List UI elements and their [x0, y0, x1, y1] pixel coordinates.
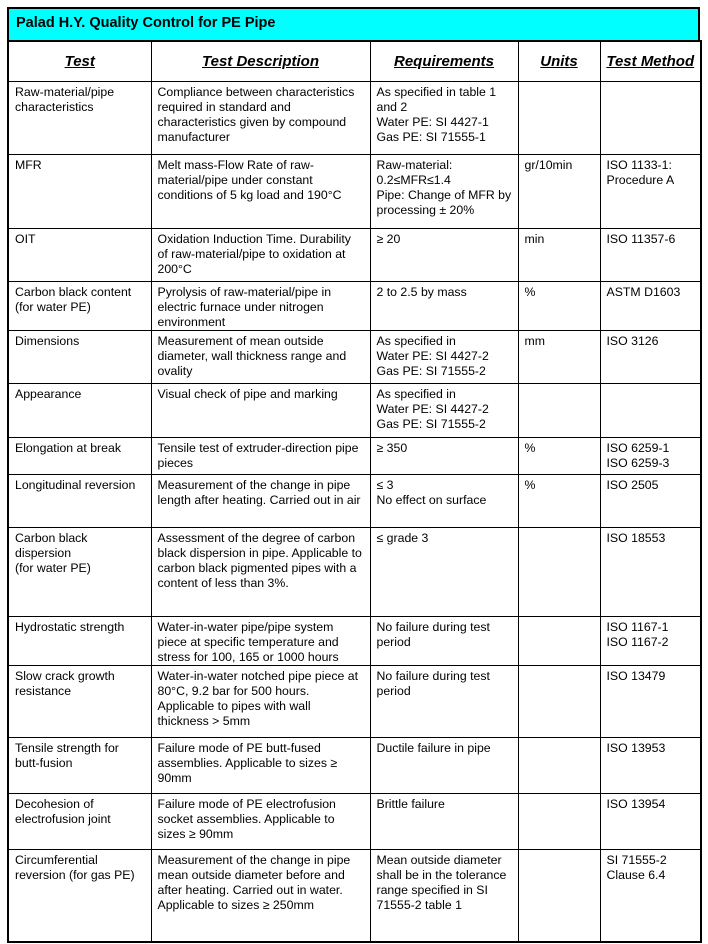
- cell-method: ISO 1167-1 ISO 1167-2: [600, 616, 701, 665]
- cell-requirements: Brittle failure: [370, 793, 518, 849]
- cell-test: Raw-material/pipe characteristics: [8, 81, 151, 154]
- cell-units: %: [518, 437, 600, 474]
- header-units: Units: [518, 41, 600, 81]
- cell-description: Compliance between characteristics required in standard and characteristics given by compound manufacturer: [151, 81, 370, 154]
- cell-description: Assessment of the degree of carbon black dispersion in pipe. Applicable to carbon black pigmented pipes with a content of less than 3%.: [151, 527, 370, 616]
- cell-description: Water-in-water pipe/pipe system piece at specific temperature and stress for 100, 165 or 1000 hours: [151, 616, 370, 665]
- cell-method: ASTM D1603: [600, 281, 701, 330]
- table-row: [8, 737, 701, 793]
- cell-test: Tensile strength for butt-fusion: [8, 737, 151, 793]
- cell-description: Melt mass-Flow Rate of raw-material/pipe under constant conditions of 5 kg load and 190°C: [151, 154, 370, 228]
- cell-requirements: ≤ 3 No effect on surface: [370, 474, 518, 527]
- table-row: [8, 437, 701, 474]
- cell-description: Tensile test of extruder-direction pipe pieces: [151, 437, 370, 474]
- cell-units: [518, 849, 600, 942]
- header-method: Test Method: [600, 41, 701, 81]
- cell-test: Hydrostatic strength: [8, 616, 151, 665]
- header-test: Test: [8, 41, 151, 81]
- cell-method: ISO 3126: [600, 330, 701, 383]
- table-row: [8, 330, 701, 383]
- qc-table: [7, 40, 702, 943]
- cell-units: min: [518, 228, 600, 281]
- cell-test: MFR: [8, 154, 151, 228]
- table-title: Palad H.Y. Quality Control for PE Pipe: [7, 7, 700, 40]
- cell-method: ISO 1133-1: Procedure A: [600, 154, 701, 228]
- cell-method: ISO 6259-1 ISO 6259-3: [600, 437, 701, 474]
- cell-test: Decohesion of electrofusion joint: [8, 793, 151, 849]
- cell-requirements: Raw-material: 0.2≤MFR≤1.4 Pipe: Change of MFR by processing ± 20%: [370, 154, 518, 228]
- cell-units: %: [518, 474, 600, 527]
- cell-test: Slow crack growth resistance: [8, 665, 151, 737]
- cell-requirements: As specified in Water PE: SI 4427-2 Gas PE: SI 71555-2: [370, 330, 518, 383]
- cell-test: Elongation at break: [8, 437, 151, 474]
- table-row: [8, 228, 701, 281]
- table-row: [8, 665, 701, 737]
- cell-test: Appearance: [8, 383, 151, 437]
- table-row: [8, 281, 701, 330]
- table-row: [8, 527, 701, 616]
- cell-requirements: Ductile failure in pipe: [370, 737, 518, 793]
- table-row: [8, 616, 701, 665]
- cell-method: ISO 13953: [600, 737, 701, 793]
- cell-description: Failure mode of PE electrofusion socket assemblies. Applicable to sizes ≥ 90mm: [151, 793, 370, 849]
- header-description: Test Description: [151, 41, 370, 81]
- cell-requirements: ≤ grade 3: [370, 527, 518, 616]
- cell-method: ISO 13479: [600, 665, 701, 737]
- cell-method: SI 71555-2 Clause 6.4: [600, 849, 701, 942]
- cell-method: ISO 2505: [600, 474, 701, 527]
- table-row: [8, 793, 701, 849]
- cell-method: [600, 383, 701, 437]
- cell-requirements: As specified in table 1 and 2 Water PE: SI 4427-1 Gas PE: SI 71555-1: [370, 81, 518, 154]
- cell-requirements: No failure during test period: [370, 665, 518, 737]
- header-requirements: Requirements: [370, 41, 518, 81]
- cell-units: [518, 527, 600, 616]
- cell-requirements: ≥ 350: [370, 437, 518, 474]
- cell-test: OIT: [8, 228, 151, 281]
- cell-test: Carbon black content (for water PE): [8, 281, 151, 330]
- cell-description: Measurement of the change in pipe mean outside diameter before and after heating. Carried out in water. Applicable to sizes ≥ 250mm: [151, 849, 370, 942]
- cell-requirements: 2 to 2.5 by mass: [370, 281, 518, 330]
- cell-units: [518, 81, 600, 154]
- cell-units: [518, 383, 600, 437]
- cell-requirements: Mean outside diameter shall be in the tolerance range specified in SI 71555-2 table 1: [370, 849, 518, 942]
- cell-units: [518, 737, 600, 793]
- cell-description: Failure mode of PE butt-fused assemblies. Applicable to sizes ≥ 90mm: [151, 737, 370, 793]
- cell-units: [518, 616, 600, 665]
- cell-description: Pyrolysis of raw-material/pipe in electric furnace under nitrogen environment: [151, 281, 370, 330]
- cell-test: Circumferential reversion (for gas PE): [8, 849, 151, 942]
- cell-units: %: [518, 281, 600, 330]
- cell-description: Oxidation Induction Time. Durability of raw-material/pipe to oxidation at 200°C: [151, 228, 370, 281]
- table-row: [8, 154, 701, 228]
- cell-units: [518, 665, 600, 737]
- table-row: [8, 474, 701, 527]
- cell-method: [600, 81, 701, 154]
- cell-requirements: No failure during test period: [370, 616, 518, 665]
- table-row: [8, 383, 701, 437]
- cell-description: Measurement of the change in pipe length after heating. Carried out in air: [151, 474, 370, 527]
- cell-description: Visual check of pipe and marking: [151, 383, 370, 437]
- qc-table-sheet: [7, 7, 700, 943]
- table-row: [8, 81, 701, 154]
- cell-description: Measurement of mean outside diameter, wall thickness range and ovality: [151, 330, 370, 383]
- cell-units: gr/10min: [518, 154, 600, 228]
- cell-requirements: ≥ 20: [370, 228, 518, 281]
- cell-description: Water-in-water notched pipe piece at 80°C, 9.2 bar for 500 hours. Applicable to pipes with wall thickness > 5mm: [151, 665, 370, 737]
- cell-method: ISO 11357-6: [600, 228, 701, 281]
- cell-method: ISO 18553: [600, 527, 701, 616]
- cell-test: Dimensions: [8, 330, 151, 383]
- header-row: [8, 41, 701, 81]
- cell-units: [518, 793, 600, 849]
- cell-requirements: As specified in Water PE: SI 4427-2 Gas PE: SI 71555-2: [370, 383, 518, 437]
- table-row: [8, 849, 701, 942]
- cell-test: Longitudinal reversion: [8, 474, 151, 527]
- cell-test: Carbon black dispersion (for water PE): [8, 527, 151, 616]
- cell-units: mm: [518, 330, 600, 383]
- cell-method: ISO 13954: [600, 793, 701, 849]
